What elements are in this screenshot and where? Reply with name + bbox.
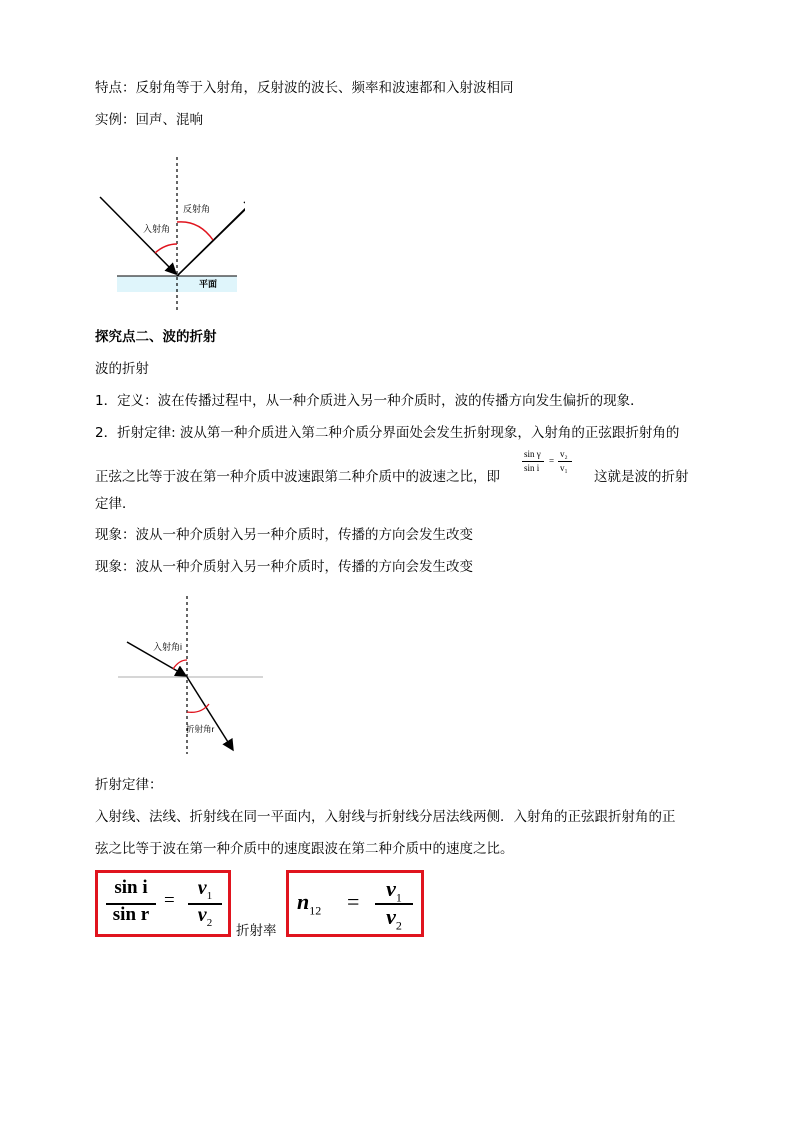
law-desc-2: 弦之比等于波在第一种介质中的速度跟波在第二种介质中的速度之比。 bbox=[95, 841, 514, 857]
formula2-vnum-sub: 1 bbox=[395, 890, 402, 905]
inline-den-left: sin i bbox=[524, 463, 540, 473]
phenomenon-1: 现象：波从一种介质射入另一种介质时，传播的方向会发生改变 bbox=[95, 527, 473, 543]
refraction-diagram bbox=[115, 594, 270, 759]
formula-box-index bbox=[286, 870, 424, 937]
reflection-examples: 实例：回声、混响 bbox=[95, 112, 203, 128]
refractive-index-label: 折射率 bbox=[236, 923, 277, 939]
formula1-vnum: v bbox=[197, 877, 207, 899]
inline-num-right: v₂ bbox=[560, 449, 568, 459]
inline-den-right: v₁ bbox=[560, 463, 568, 473]
formula1-vden-sub: 2 bbox=[206, 917, 213, 929]
reflect-angle-label: 反射角 bbox=[183, 204, 211, 214]
formula2-vden-sub: 2 bbox=[395, 918, 402, 933]
refraction-definition: 1．定义：波在传播过程中，从一种介质进入另一种介质时，波的传播方向发生偏折的现象． bbox=[95, 393, 644, 409]
refraction-law-line1: 2．折射定律: 波从第一种介质进入第二种介质分界面处会发生折射现象，入射角的正弦跟折射角的 bbox=[95, 425, 680, 441]
incident-angle-label: 入射角 bbox=[143, 224, 171, 234]
refraction-law-line3: 定律． bbox=[95, 496, 136, 512]
reflection-features: 特点：反射角等于入射角，反射波的波长、频率和波速都和入射波相同 bbox=[95, 80, 514, 96]
refract-angle-label: 折射角r bbox=[186, 724, 215, 734]
inline-formula bbox=[522, 449, 574, 479]
refraction-subtitle: 波的折射 bbox=[95, 361, 149, 377]
incident-angle-label: 入射角i bbox=[153, 642, 182, 652]
refraction-law-line2a: 正弦之比等于波在第一种介质中波速跟第二种介质中的波速之比，即 bbox=[95, 469, 500, 485]
incident-angle-arc bbox=[155, 244, 177, 253]
formula-box-snell bbox=[95, 870, 231, 937]
refract-angle-arc bbox=[187, 704, 209, 712]
formula1-den: sin r bbox=[112, 904, 150, 925]
formula1-num: sin i bbox=[114, 877, 148, 898]
formula1-eq: = bbox=[164, 890, 175, 911]
formula2-vden: v bbox=[386, 904, 396, 929]
refraction-law-line2b: 这就是波的折射 bbox=[594, 469, 689, 485]
formula1-vden: v bbox=[197, 904, 207, 926]
phenomenon-2: 现象：波从一种介质射入另一种介质时，传播的方向会发生改变 bbox=[95, 559, 473, 575]
formula2-eq: = bbox=[347, 889, 360, 914]
formula1-vnum-sub: 1 bbox=[206, 890, 213, 902]
law-desc-1: 入射线、法线、折射线在同一平面内，入射线与折射线分居法线两侧．入射角的正弦跟折射角的正 bbox=[95, 809, 676, 825]
incident-angle-arc bbox=[173, 660, 187, 669]
inline-num-left: sin γ bbox=[524, 449, 541, 459]
formula2-n-sub: 12 bbox=[309, 903, 322, 918]
formula2-n: n bbox=[297, 889, 310, 914]
surface-label: 平面 bbox=[199, 279, 218, 289]
law-title: 折射定律： bbox=[95, 777, 163, 793]
reflect-angle-arc bbox=[177, 222, 213, 240]
inline-eq: = bbox=[549, 456, 555, 466]
refracted-ray bbox=[187, 677, 233, 750]
reflection-diagram bbox=[95, 152, 245, 312]
incident-ray bbox=[100, 197, 176, 274]
section-title: 探究点二、波的折射 bbox=[95, 329, 217, 345]
formula2-vnum: v bbox=[386, 876, 396, 901]
